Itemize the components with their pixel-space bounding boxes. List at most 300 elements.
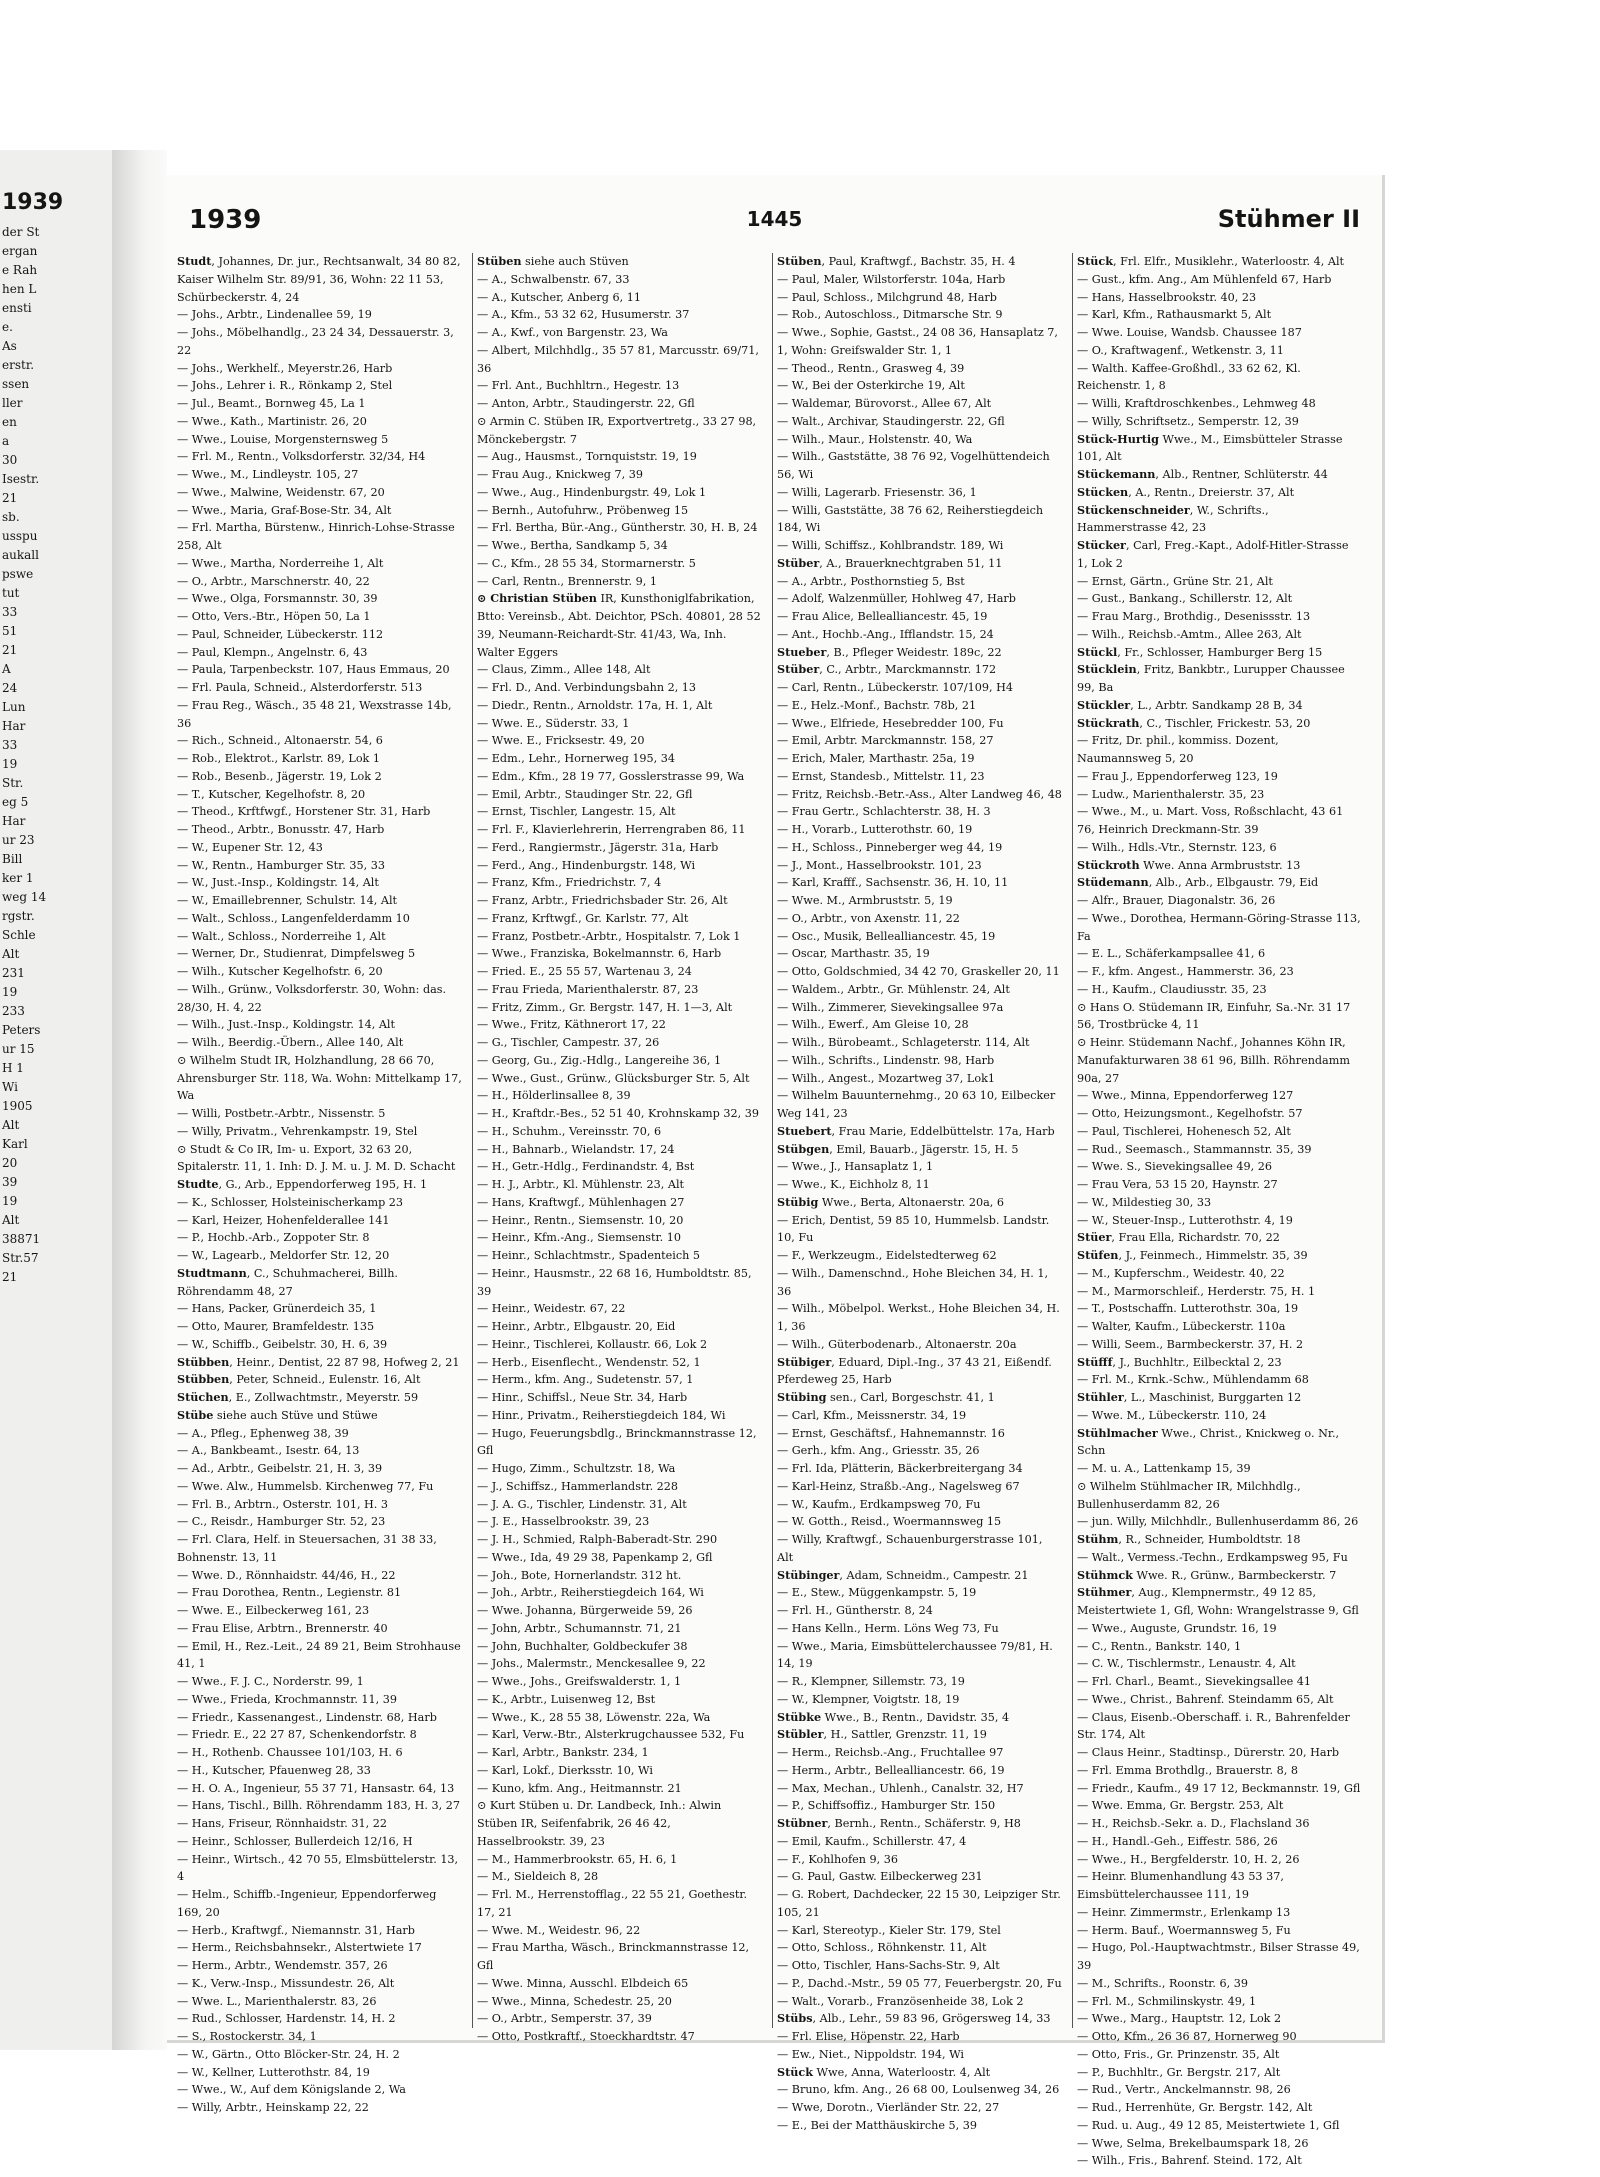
entry-text: — Wwe. Alw., Hummelsb. Kirchenweg 77, Fu [177,1479,434,1493]
left-page-line: H 1 [2,1061,24,1075]
entry-text: — Carl, Kfm., Meissnerstr. 34, 19 [777,1408,967,1422]
entry-text: ⊙ Kurt Stüben u. Dr. Landbeck, Inh.: Alwin Stüben IR, Seifenfabrik, 26 46 42, Hasselbrookstr. 39, 23 [477,1799,722,1848]
directory-entry [177,1425,462,1443]
entry-text: — Rob., Besenb., Jägerstr. 19, Lok 2 [177,769,382,783]
entry-text: — Frau Reg., Wäsch., 35 48 21, Wexstrasse 14b, 36 [177,698,452,730]
directory-entry [177,1726,462,1744]
directory-entry [177,1709,462,1727]
entry-text: — Wwe., Maria, Eimsbüttelerchaussee 79/81, H. 14, 19 [777,1639,1053,1671]
directory-entry [777,1336,1062,1354]
entry-text: — Wwe., K., 28 55 38, Löwenstr. 22a, Wa [477,1710,711,1724]
left-page-line: a [2,434,10,448]
entry-text: — Frl. M., Herrenstofflag., 22 55 21, Goethestr. 17, 21 [477,1888,748,1919]
entry-text: — Walt., Schloss., Norderreihe 1, Alt [177,929,386,943]
directory-entry [1077,1087,1362,1105]
entry-text: — Walt., Vorarb., Französenheide 38, Lok 2 [777,1994,1024,2008]
directory-entry [777,573,1062,591]
directory-entry [477,1123,762,1141]
entry-text: — Frl. M., Schmilinskystr. 49, 1 [1077,1994,1257,2008]
directory-entry [177,1460,462,1478]
entry-text: — O., Arbtr., von Axenstr. 11, 22 [777,911,960,925]
entry-surname: Studt [177,254,212,268]
directory-entry [477,1567,762,1585]
directory-entry [777,928,1062,946]
directory-entry [477,1407,762,1425]
directory-entry [177,1371,462,1389]
directory-entry [477,1496,762,1514]
directory-entry [1077,1851,1362,1869]
directory-entry [777,857,1062,875]
entry-text: — P., Buchhltr., Gr. Bergstr. 217, Alt [1077,2065,1281,2079]
directory-entry [177,590,462,608]
directory-entry [177,1016,462,1034]
entry-text: — Hans, Hasselbrookstr. 40, 23 [1077,290,1257,304]
directory-entry [1077,1975,1362,1993]
entry-text: — Ferd., Ang., Hindenburgstr. 148, Wi [477,858,696,872]
entry-text: — Erich, Maler, Marthastr. 25a, 19 [777,752,975,765]
directory-entry [477,1460,762,1478]
entry-text: — Wwe., M., Lindleystr. 105, 27 [177,468,359,481]
entry-text: , Paul, Kraftwgf., Bachstr. 35, H. 4 [821,255,1016,268]
directory-entry [777,377,1062,395]
entry-text: — Albert, Milchhdlg., 35 57 81, Marcusstr. 69/71, 36 [477,343,759,375]
directory-entry [777,306,1062,324]
entry-text: — Wwe., Minna, Schedestr. 25, 20 [477,1994,672,2008]
directory-entry [177,1052,462,1105]
entry-text: — Heinr., Schlosser, Bullerdeich 12/16, H [177,1834,413,1848]
directory-entry [1077,1868,1362,1904]
entry-text: — Theod., Rentn., Grasweg 4, 39 [777,361,965,375]
entry-text: , Alb., Lehr., 59 83 96, Grögersweg 14, 33 [812,2012,1051,2026]
directory-entry [477,1709,762,1727]
directory-entry [177,2099,462,2117]
entry-text: — Wilh., Damenschnd., Hohe Bleichen 34, H. 1, 36 [777,1266,1049,1298]
directory-entry [777,732,1062,750]
entry-text: — A., Pfleg., Ephenweg 38, 39 [177,1426,349,1440]
entry-text: — P., Schiffsoffiz., Hamburger Str. 150 [777,1799,996,1813]
entry-text: , C., Schuhmacherei, Billh. Röhrendamm 48, 27 [177,1266,398,1298]
entry-text: — Ant., Hochb.-Ang., Ifflandstr. 15, 24 [777,627,994,641]
directory-entry [477,910,762,928]
directory-entry [777,1070,1062,1088]
entry-text: — J. E., Hasselbrookstr. 39, 23 [477,1515,650,1529]
directory-entry [177,1105,462,1123]
entry-surname: Stücker [1077,538,1126,552]
directory-entry [477,1620,762,1638]
entry-text: — Wilh., Angest., Mozartweg 37, Lok1 [777,1071,995,1085]
left-page-line: eg 5 [2,795,29,809]
entry-text: — Wwe., Louise, Morgensternsweg 5 [177,432,389,446]
directory-entry [177,1442,462,1460]
directory-entry [177,2064,462,2082]
entry-text: — Fritz, Reichsb.-Betr.-Ass., Alter Landweg 46, 48 [777,787,1062,801]
directory-column-3 [777,253,1062,2132]
entry-text: Wwe., B., Rentn., Davidstr. 35, 4 [821,1710,1010,1724]
directory-entry [177,1389,462,1407]
entry-text: — Frau Gertr., Schlachterstr. 38, H. 3 [777,805,991,819]
directory-entry [1077,1815,1362,1833]
entry-text: — P., Dachd.-Mstr., 59 05 77, Feuerbergstr. 20, Fu [777,1976,1062,1990]
entry-text: — Wwe. E., Fricksestr. 49, 20 [477,734,645,748]
entry-text: — W., Schiffb., Geibelstr. 30, H. 6, 39 [177,1337,388,1351]
directory-entry [477,448,762,466]
directory-entry [177,1336,462,1354]
entry-surname: Stübinger [777,1567,840,1582]
entry-text: — E., Bei der Matthäuskirche 5, 39 [777,2118,977,2132]
directory-entry [177,466,462,484]
entry-surname: Stückrath [1077,715,1140,730]
entry-text: — Frau Aug., Knickweg 7, 39 [477,468,643,481]
entry-surname: Stückler [1077,697,1131,712]
entry-text: — Wwe. Louise, Wandsb. Chaussee 187 [1077,326,1302,339]
entry-text: — O., Kraftwagenf., Wetkenstr. 3, 11 [1077,343,1284,357]
entry-text: — A., Arbtr., Posthornstieg 5, Bst [777,574,965,588]
left-page-line: ergan [2,244,38,258]
entry-text: , L., Maschinist, Burggarten 12 [1123,1391,1302,1404]
entry-text: — M., Marmorschleif., Herderstr. 75, H. 1 [1077,1284,1316,1298]
directory-entry [1077,1762,1362,1780]
entry-surname: Stückl [1077,644,1118,659]
directory-entry [177,1815,462,1833]
directory-entry [177,502,462,520]
directory-entry [1077,981,1362,999]
entry-surname: Stücken [1077,484,1129,499]
directory-entry [1077,1141,1362,1159]
directory-column-1 [177,253,462,2114]
entry-surname: Stübs [777,2011,813,2026]
directory-entry [177,1620,462,1638]
entry-text: — W., Just.-Insp., Koldingstr. 14, Alt [177,876,379,890]
entry-text: — Wilh., Bürobeamt., Schlageterstr. 114, Alt [777,1036,1030,1049]
directory-entry [177,1638,462,1674]
directory-entry [477,1300,762,1318]
entry-text: — Wwe., Minna, Eppendorferweg 127 [1077,1089,1294,1103]
entry-text: — Bernh., Autofuhrw., Pröbenweg 15 [477,503,689,517]
directory-entry [477,715,762,733]
left-page-line: 21 [2,1270,18,1284]
entry-text: , G., Arb., Eppendorferweg 195, H. 1 [218,1178,428,1191]
entry-text: — W., Gärtn., Otto Blöcker-Str. 24, H. 2 [177,2047,400,2061]
directory-entry [177,1567,462,1585]
directory-entry [777,1567,1062,1585]
entry-text: siehe auch Stüven [521,255,629,268]
directory-entry [477,306,762,324]
directory-entry [777,874,1062,892]
directory-entry [477,1176,762,1194]
directory-entry [177,910,462,928]
directory-entry [477,271,762,289]
entry-text: Wwe, Anna, Waterloostr. 4, Alt [812,2065,991,2079]
entry-text: — Paul, Schneider, Lübeckerstr. 112 [177,627,384,641]
directory-entry [1077,502,1362,538]
entry-text: — Wilh., Just.-Insp., Koldingstr. 14, Alt [177,1018,395,1032]
directory-entry [477,1052,762,1070]
directory-entry [477,1513,762,1531]
entry-text: , Alb., Arb., Elbgaustr. 79, Eid [1148,876,1319,890]
directory-entry [1077,1513,1362,1531]
entry-text: — Wwe., F. J. C., Norderstr. 99, 1 [177,1675,364,1688]
directory-entry [1077,2046,1362,2064]
entry-text: — Wwe., Gust., Grünw., Glücksburger Str. 5, Alt [477,1071,750,1085]
directory-entry [777,1602,1062,1620]
left-page-line: 33 [2,738,18,752]
entry-text: — Wwe. D., Rönnhaidstr. 44/46, H., 22 [177,1568,396,1582]
directory-entry [777,608,1062,626]
entry-text: — Wwe., Sophie, Gastst., 24 08 36, Hansaplatz 7, 1, Wohn: Greifswalder Str. 1, 1 [777,326,1058,357]
directory-entry [1077,1265,1362,1283]
entry-text: — Frl. M., Krnk.-Schw., Mühlendamm 68 [1077,1373,1309,1387]
directory-entry [477,377,762,395]
directory-entry [1077,1123,1362,1141]
entry-text: — Herm., kfm. Ang., Sudetenstr. 57, 1 [477,1373,694,1387]
directory-entry [477,1993,762,2011]
directory-entry [477,1655,762,1673]
directory-entry [477,892,762,910]
directory-entry [177,1797,462,1815]
directory-entry [477,1602,762,1620]
entry-text: — Wilhelm Bauunternehmg., 20 63 10, Eilbecker Weg 141, 23 [777,1089,1056,1120]
directory-entry [177,2028,462,2046]
directory-entry [177,1531,462,1567]
entry-text: — Johs., Möbelhandlg., 23 24 34, Dessauerstr. 3, 22 [177,326,454,357]
entry-text: — Hans, Packer, Grünerdeich 35, 1 [177,1302,377,1316]
directory-entry [1077,768,1362,786]
entry-text: Wwe. Anna Armbruststr. 13 [1139,858,1301,872]
directory-entry [477,395,762,413]
directory-entry [1077,484,1362,502]
directory-entry [777,502,1062,538]
directory-entry [777,1833,1062,1851]
directory-entry [1077,1709,1362,1745]
entry-text: , Johannes, Dr. jur., Rechtsanwalt, 34 80 82, Kaiser Wilhelm Str. 89/91, 36, Wohn: 22 11 53, Schürbeckerstr. 4, 24 [177,255,461,304]
entry-text: — Rob., Elektrot., Karlstr. 89, Lok 1 [177,752,381,765]
left-page-line: 21 [2,491,18,505]
adjacent-left-page [0,150,114,2050]
directory-entry [777,360,1062,378]
entry-text: — W., Klempner, Voigtstr. 18, 19 [777,1692,960,1706]
entry-text: — S., Rostockerstr. 34, 1 [177,2030,317,2043]
directory-entry [777,590,1062,608]
directory-entry [1077,1478,1362,1514]
page-year: 1939 [189,205,262,235]
left-page-line: aukall [2,548,39,562]
directory-entry [177,1584,462,1602]
entry-text: — Paul, Schloss., Milchgrund 48, Harb [777,290,997,304]
directory-entry [777,484,1062,502]
directory-entry [777,839,1062,857]
directory-entry [777,1797,1062,1815]
entry-text: — J., Schiffsz., Hammerlandstr. 228 [477,1479,679,1493]
left-page-line: e Rah [2,263,38,277]
entry-surname: Stübe [177,1407,214,1422]
entry-text: — Karl, Stereotyp., Kieler Str. 179, Stel [777,1923,1001,1937]
entry-surname: Stückenschneider [1077,502,1190,517]
directory-entry [777,803,1062,821]
directory-entry [1077,271,1362,289]
entry-text: — Rud., Schlosser, Hardenstr. 14, H. 2 [177,2012,396,2026]
left-page-line: Har [2,814,26,828]
directory-entry [177,1194,462,1212]
directory-entry [177,1939,462,1957]
directory-entry [477,732,762,750]
entry-text: — Ew., Niet., Nippoldstr. 194, Wi [777,2047,964,2061]
entry-text: — Wwe., H., Bergfelderstr. 10, H. 2, 26 [1077,1852,1300,1866]
directory-entry [777,395,1062,413]
entry-text: — Ferd., Rangiermstr., Jägerstr. 31a, Harb [477,840,719,854]
directory-entry [177,306,462,324]
directory-entry [1077,1549,1362,1567]
directory-entry [177,253,462,306]
directory-entry [477,1389,762,1407]
directory-entry [777,1496,1062,1514]
directory-entry [477,1105,762,1123]
directory-entry [1077,573,1362,591]
entry-text: — Wwe. Emma, Gr. Bergstr. 253, Alt [1077,1799,1284,1813]
directory-entry [477,537,762,555]
entry-text: , Fr., Schlosser, Hamburger Berg 15 [1117,645,1323,659]
entry-text: — Bruno, kfm. Ang., 26 68 00, Loulsenweg 34, 26 [777,2083,1060,2097]
entry-text: — T., Kutscher, Kegelhofstr. 8, 20 [177,787,366,801]
entry-text: , W., Schrifts., Hammerstrasse 42, 23 [1077,503,1269,535]
entry-surname: Studtmann [177,1265,247,1280]
left-page-line: sb. [2,510,20,524]
left-page-line: Wi [2,1080,18,1094]
directory-entry [1077,2152,1362,2170]
entry-text: — Wwe., Aug., Hindenburgstr. 49, Lok 1 [477,485,707,499]
entry-text: — M., Sieldeich 8, 28 [477,1870,599,1884]
entry-text: — John, Arbtr., Schumannstr. 71, 21 [477,1621,682,1635]
directory-entry [177,1975,462,1993]
entry-text: — Willi, Postbetr.-Arbtr., Nissenstr. 5 [177,1107,386,1120]
entry-text: — Carl, Rentn., Lübeckerstr. 107/109, H4 [777,681,1013,694]
left-page-line: Schle [2,928,36,942]
directory-entry [777,1300,1062,1336]
left-page-line: 233 [2,1004,25,1018]
entry-text: ⊙ Heinr. Stüdemann Nachf., Johannes Köhn IR, Manufakturwaren 38 61 96, Billh. Röhrendamm 90a, 27 [1077,1036,1350,1085]
directory-entry [777,289,1062,307]
entry-text: — Frau J., Eppendorferweg 123, 19 [1077,769,1278,783]
directory-entry [177,857,462,875]
directory-entry [177,1922,462,1940]
directory-entry [1077,1194,1362,1212]
directory-entry [477,1549,762,1567]
left-page-line: ur 15 [2,1042,35,1056]
entry-text: — Heinr., Rentn., Siemsenstr. 10, 20 [477,1213,684,1227]
directory-entry [477,803,762,821]
directory-entry [777,963,1062,981]
directory-entry [777,1744,1062,1762]
entry-text: — Franz, Kfm., Friedrichstr. 7, 4 [477,876,662,890]
directory-entry [477,945,762,963]
entry-text: — J., Mont., Hasselbrookstr. 101, 23 [777,858,982,872]
entry-text: — Paula, Tarpenbeckstr. 107, Haus Emmaus, 20 [177,663,450,677]
entry-text: — Frl. Paula, Schneid., Alsterdorferstr. 513 [177,681,423,694]
left-page-line: 1905 [2,1099,33,1113]
entry-text: — Willy, Arbtr., Heinskamp 22, 22 [177,2101,369,2114]
entry-text: , A., Brauerknechtgraben 51, 11 [819,556,1003,570]
directory-entry [1077,1691,1362,1709]
entry-text: Wwe., Berta, Altonaerstr. 20a, 6 [818,1195,1005,1209]
directory-entry [177,573,462,591]
directory-entry [1077,1939,1362,1975]
entry-text: — H., Reichsb.-Sekr. a. D., Flachsland 36 [1077,1817,1310,1830]
directory-entry [777,1087,1062,1123]
directory-entry [777,1584,1062,1602]
directory-entry [1077,1034,1362,1087]
directory-entry [177,2010,462,2028]
directory-entry [1077,1567,1362,1585]
directory-entry [1077,1105,1362,1123]
entry-text: — Friedr. E., 22 27 87, Schenkendorfstr. 8 [177,1728,417,1742]
entry-text: — Wwe., Christ., Bahrenf. Steindamm 65, Alt [1077,1692,1334,1706]
entry-surname: Stüber [777,662,820,677]
directory-entry [477,1016,762,1034]
directory-entry [177,1851,462,1887]
entry-text: — Frl. H., Güntherstr. 8, 24 [777,1604,933,1617]
entry-text: — Wwe., M., u. Mart. Voss, Roßschlacht, 43 61 76, Heinrich Dreckmann-Str. 39 [1077,805,1344,836]
directory-entry [1077,661,1362,697]
entry-text: — Willi, Lagerarb. Friesenstr. 36, 1 [777,485,977,499]
entry-text: — Hinr., Privatm., Reiherstiegdeich 184, Wi [477,1408,726,1422]
entry-text: — Friedr., Kassenangest., Lindenstr. 68, Harb [177,1710,437,1724]
entry-text: — Wwe, Dorotn., Vierländer Str. 22, 27 [777,2101,1000,2114]
left-page-line: der St [2,225,40,239]
directory-entry [177,1300,462,1318]
entry-text: — Frau Marg., Brothdig., Desenissstr. 13 [1077,610,1311,623]
entry-text: — F., Werkzeugm., Eidelstedterweg 62 [777,1249,997,1262]
directory-entry [777,1868,1062,1886]
entry-text: — C., Kfm., 28 55 34, Stormarnerstr. 5 [477,556,696,570]
entry-text: — T., Postschaffn. Lutterothstr. 30a, 19 [1077,1302,1299,1316]
running-head: Stühmer II [1217,205,1360,233]
entry-text: — K., Schlosser, Holsteinischerkamp 23 [177,1195,404,1209]
entry-surname: Stüben [477,254,522,268]
directory-entry [1077,1300,1362,1318]
entry-text: — H., Getr.-Hdlg., Ferdinandstr. 4, Bst [477,1160,695,1174]
entry-surname: Stübben [177,1354,230,1369]
entry-surname: Stueber [777,644,827,659]
left-page-line: Peters [2,1023,41,1037]
entry-text: — H., Kutscher, Pfauenweg 28, 33 [177,1763,371,1777]
directory-entry [1077,945,1362,963]
directory-entry [477,1762,762,1780]
directory-entry [777,750,1062,768]
directory-entry [177,1354,462,1372]
directory-entry [1077,1655,1362,1673]
directory-entry [177,1212,462,1230]
entry-text: — Herb., Kraftwgf., Niemannstr. 31, Harb [177,1923,415,1937]
entry-text: — Werner, Dr., Studienrat, Dimpfelsweg 5 [177,947,416,961]
entry-text: — A., Kfm., 53 32 62, Husumerstr. 37 [477,308,690,322]
entry-text: — W., Steuer-Insp., Lutterothstr. 4, 19 [1077,1213,1293,1227]
directory-entry [477,1336,762,1354]
left-page-line: 30 [2,453,18,467]
directory-entry [1077,1460,1362,1478]
entry-text: , Fritz, Bankbtr., Lurupper Chaussee 99, Ba [1077,663,1345,694]
entry-text: — Frl. Charl., Beamt., Sievekingsallee 41 [1077,1675,1311,1688]
entry-text: — Wilh., Gaststätte, 38 76 92, Vogelhüttendeich 56, Wi [777,450,1050,481]
entry-text: — Wwe., J., Hansaplatz 1, 1 [777,1160,934,1174]
entry-text: — Wwe., Bertha, Sandkamp 5, 34 [477,539,668,552]
directory-entry [777,2099,1062,2117]
entry-text: — Fried. E., 25 55 57, Wartenau 3, 24 [477,965,692,978]
entry-text: — Frl. Martha, Bürstenw., Hinrich-Lohse-Strasse 258, Alt [177,521,455,552]
directory-entry [777,1141,1062,1159]
entry-text: — Theod., Arbtr., Bonusstr. 47, Harb [177,823,385,836]
directory-entry [777,1194,1062,1212]
directory-entry [777,821,1062,839]
entry-text: , B., Pfleger Weidestr. 189c, 22 [826,645,1002,659]
